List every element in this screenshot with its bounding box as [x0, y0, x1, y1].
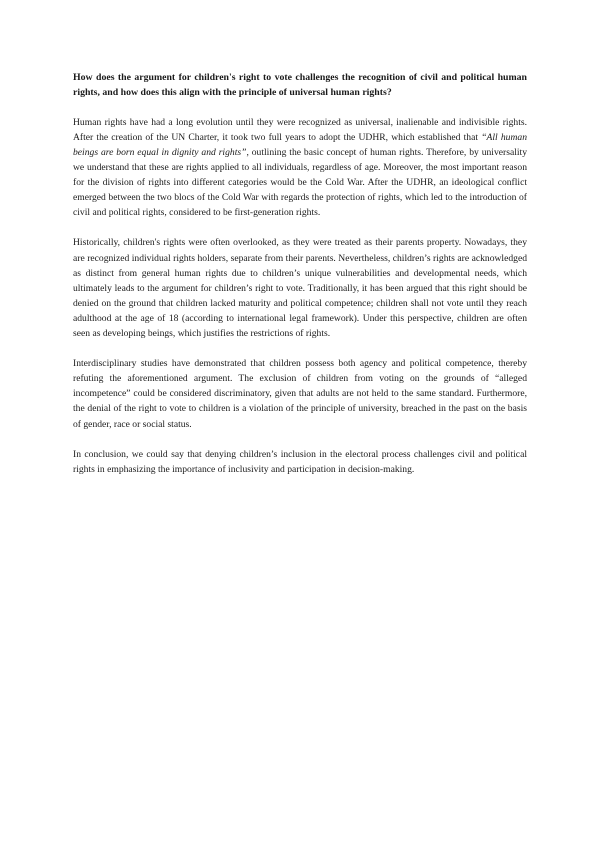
paragraph-4: In conclusion, we could say that denying children’s inclusion in the electoral process challenges civil and political rights in emphasizing the importance of inclusivity and participation in decision-making. [73, 448, 527, 475]
paragraph-3: Interdisciplinary studies have demonstrated that children possess both agency and political competence, thereby refuting the aforementioned argument. The exclusion of children from voting on the grounds of “alleged incompetence” could be considered discriminatory, given that adults are not held to the same standard. Furthermore, the denial of the right to vote to children is a violation of the principle of university, breached in the past on the basis of gender, race or social status. [73, 358, 527, 430]
paragraph-1 [73, 115, 527, 221]
paragraph-1-intro: Human rights have had a long evolution until they were recognized as universal, inalienable and indivisible rights. After the creation of the UN Charter, it took two full years to adopt the UDHR, which established that [73, 116, 527, 143]
paragraph-2: Historically, children's rights were often overlooked, as they were treated as their parents property. Nowadays, they are recognized individual rights holders, separate from their parents. Nevertheless, children’s rights are acknowledged as distinct from general human rights due to children’s unique vulnerabilities and developmental needs, which ultimately leads to the argument for children’s right to vote. Traditionally, it has been argued that this right should be denied on the ground that children lacked maturity and political competence; children shall not vote until they reach adulthood at the age of 18 (according to international legal framework). Under this perspective, children are often seen as developing beings, which justifies the restrictions of rights. [73, 237, 527, 340]
udhr-quote: “All human beings are born equal in dignity and rights” [73, 131, 527, 158]
document-body [73, 70, 527, 492]
paragraph-1-rest: , outlining the basic concept of human rights. Therefore, by universality we understand that these are rights applied to all individuals, regardless of age. Moreover, the most important reason for the division of rights into different categories would be the Cold War. After the UDHR, an ideological conflict emerged between the two blocs of the Cold War with regards the protection of rights, which led to the introduction of civil and political rights, considered to be first-generation rights. [73, 147, 528, 219]
document-title: How does the argument for children's right to vote challenges the recognition of civil and political human rights, and how does this align with the principle of universal human rights? [73, 72, 527, 99]
